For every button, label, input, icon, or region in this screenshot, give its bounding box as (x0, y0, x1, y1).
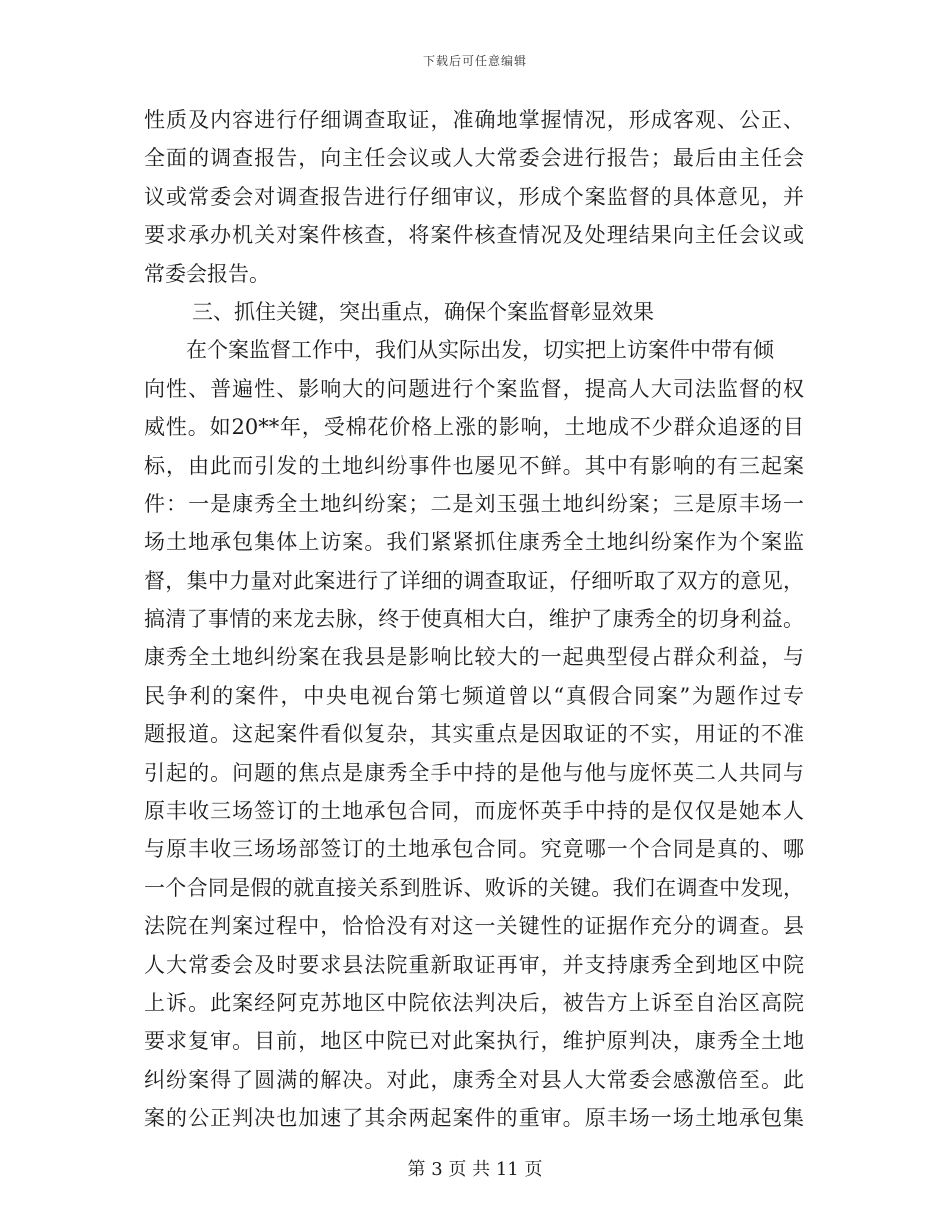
body-line: 民争利的案件，中央电视台第七频道曾以“真假合同案”为题作过专 (144, 683, 804, 708)
body-line: 性质及内容进行仔细调查取证，准确地掌握情况，形成客观、公正、 (144, 108, 804, 132)
body-line: 案的公正判决也加速了其余两起案件的重审。原丰场一场土地承包集 (144, 1106, 804, 1131)
body-line: 向性、普遍性、影响大的问题进行个案监督，提高人大司法监督的权 (144, 376, 804, 401)
body-line: 要求承办机关对案件核查，将案件核查情况及处理结果向主任会议或 (144, 223, 804, 248)
body-line: 题报道。这起案件看似复杂，其实重点是因取证的不实，用证的不准 (144, 722, 804, 747)
page-footer: 第 3 页 共 11 页 (407, 1159, 543, 1180)
body-line: 全面的调查报告，向主任会议或人大常委会进行报告；最后由主任会 (144, 146, 804, 171)
body-line: 康秀全土地纠纷案在我县是影响比较大的一起典型侵占群众利益，与 (144, 645, 804, 670)
body-line: 在个案监督工作中，我们从实际出发，切实把上访案件中带有倾 (186, 338, 774, 363)
body-line: 纠纷案得了圆满的解决。对此，康秀全对县人大常委会感激倍至。此 (144, 1067, 804, 1092)
document-body (144, 101, 804, 1138)
body-line: 议或常委会对调查报告进行仔细审议，形成个案监督的具体意见，并 (144, 184, 804, 209)
body-line: 引起的。问题的焦点是康秀全手中持的是他与他与庞怀英二人共同与 (144, 760, 804, 785)
body-line: 搞清了事情的来龙去脉，终于使真相大白，维护了康秀全的切身利益。 (144, 607, 804, 632)
body-line: 原丰收三场签订的土地承包合同，而庞怀英手中持的是仅仅是她本人 (144, 799, 804, 824)
body-line: 一个合同是假的就直接关系到胜诉、败诉的关键。我们在调查中发现， (144, 875, 804, 900)
section-heading: 三、抓住关键，突出重点，确保个案监督彰显效果 (192, 299, 654, 324)
body-line: 法院在判案过程中，恰恰没有对这一关键性的证据作充分的调查。县 (144, 914, 804, 939)
body-line: 要求复审。目前，地区中院已对此案执行，维护原判决，康秀全土地 (144, 1029, 804, 1054)
body-line: 上诉。此案经阿克苏地区中院依法判决后，被告方上诉至自治区高院 (144, 990, 804, 1015)
body-line: 标，由此而引发的土地纠纷事件也屡见不鲜。其中有影响的有三起案 (144, 453, 804, 478)
body-line: 威性。如20**年，受棉花价格上涨的影响，土地成不少群众追逐的目 (144, 415, 804, 440)
body-line: 与原丰收三场场部签订的土地承包合同。究竟哪一个合同是真的、哪 (144, 837, 804, 862)
page-header: 下载后可任意编辑 (422, 54, 527, 68)
body-line: 常委会报告。 (144, 261, 270, 286)
body-line: 件：一是康秀全土地纠纷案；二是刘玉强土地纠纷案；三是原丰场一 (144, 491, 804, 516)
body-line: 督，集中力量对此案进行了详细的调查取证，仔细听取了双方的意见， (144, 568, 804, 593)
body-line: 人大常委会及时要求县法院重新取证再审，并支持康秀全到地区中院 (144, 952, 804, 977)
body-line: 场土地承包集体上访案。我们紧紧抓住康秀全土地纠纷案作为个案监 (144, 530, 804, 555)
